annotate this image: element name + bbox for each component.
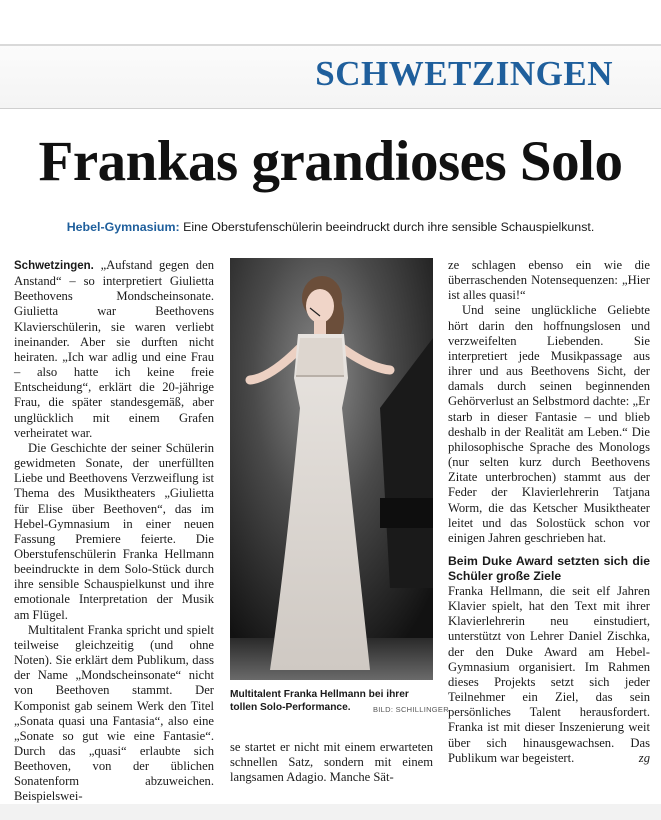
paragraph-text: Franka Hellmann, die seit elf Jahren Klavier spielt, hat den Text mit ihrer Klavierlehrerin neu einstudiert, unterstützt von Lehrer Daniel Zischka, der den Duke Award am Hebel-Gymnasium organisiert. Im Rahmen dieses Projekts setzt sich jeder Teilnehmer ein Ziel, das sein persönliches Talent herausfordert. Franka ist mit dieser Inszenierung weit über sich hinausgewachsen. Das Publikum war begeistert. — [448, 583, 650, 765]
subhead — [0, 220, 661, 234]
photo-credit: BILD: SCHILLINGER — [373, 705, 449, 714]
article-photo — [230, 258, 433, 680]
paragraph: Multitalent Franka spricht und spielt teilweise gleichzeitig (und ohne Noten). Sie erklärt dem Publikum, dass der Name „Mondscheinsonate“ nicht von Beethoven stammt. Der Komponist gab seinem Werk den Titel „Sonata quasi una Fantasia“, also eine „Sonate so gut wie eine Fantasie“. Durch das „quasi“ erlaubte sich Beethoven, von der üblichen Sonatenform abzuweichen. Beispielswei- — [14, 622, 214, 804]
paragraph — [448, 584, 650, 766]
article-column-3 — [448, 258, 650, 766]
article-column-2 — [230, 740, 433, 785]
headline: Frankas grandioses Solo — [38, 130, 623, 193]
paragraph: se startet er nicht mit einem erwarteten schnellen Satz, sondern mit einem langsamen Adagio. Manche Sät- — [230, 740, 433, 785]
article-column-1 — [14, 258, 214, 805]
subheading: Beim Duke Award setzten sich die Schüler große Ziele — [448, 553, 650, 583]
subhead-text: Eine Oberstufenschülerin beeindruckt durch ihre sensible Schauspielkunst. — [179, 220, 595, 234]
bottom-bar — [0, 804, 661, 820]
top-bar — [0, 0, 661, 44]
paragraph: Die Geschichte der seiner Schülerin gewidmeten Sonate, der unerfüllten Liebe und Beethovens Verzweiflung ist Thema des Musiktheaters „Giulietta für Elise über Beethoven“, das im Hebel-Gymnasium in einer neuen Fassung Premiere feierte. Die Oberstufenschülerin Franka Hellmann beeindruckte in dem Solo-Stück durch ihre sensible Schauspielkunst und ihre emotionale Interpretation der Musik am Flügel. — [14, 440, 214, 622]
section-rule — [0, 108, 661, 109]
section-title: SCHWETZINGEN — [315, 54, 613, 93]
paragraph — [14, 258, 214, 441]
paragraph: Und seine unglückliche Geliebte hört darin den hoffnungslosen und verzweifelten Liebenden. Sie interpretiert jede Musikpassage aus ihrer und aus Beethovens Sicht, der damals durch seinen beginnenden Gehörverlust an Selbstmord dachte: „Er starb in dieser Fantasie – und blieb deshalb in der Realität am Leben.“ Die philosophische Sprache des Monologs (nur selten kurz durch Beethovens Zitate unterbrochen) stammt aus der Feder der Klavierlehrerin Tatjana Worm, die das Ketscher Musiktheater leitet und das Solostück schon vor einigen Jahren geschrieben hat. — [448, 303, 650, 545]
photo-caption: Multitalent Franka Hellmann bei ihrer tollen Solo-Performance. — [230, 689, 409, 713]
paragraph: ze schlagen ebenso ein wie die überraschenden Notensequenzen: „Hier ist alles quasi!“ — [448, 258, 650, 303]
subhead-kicker: Hebel-Gymnasium: — [66, 220, 180, 234]
performer-image — [230, 258, 433, 680]
paragraph-text: „Aufstand gegen den Anstand“ – so interpretiert Giulietta Beethovens Mondscheinsonate. Giulietta war Beethovens Klavierschülerin, sie waren verliebt ineinander. Aber sie durften nicht heiraten. „Ich war adlig und eine Frau – also hatte ich keine freie Entscheidung“, erklärt die 20-jährige Frau, die später standesgemäß, aber unglücklich mit einem Grafen verheiratet war. — [14, 258, 214, 440]
author-signature: zg — [638, 750, 650, 765]
dateline: Schwetzingen. — [14, 260, 94, 272]
